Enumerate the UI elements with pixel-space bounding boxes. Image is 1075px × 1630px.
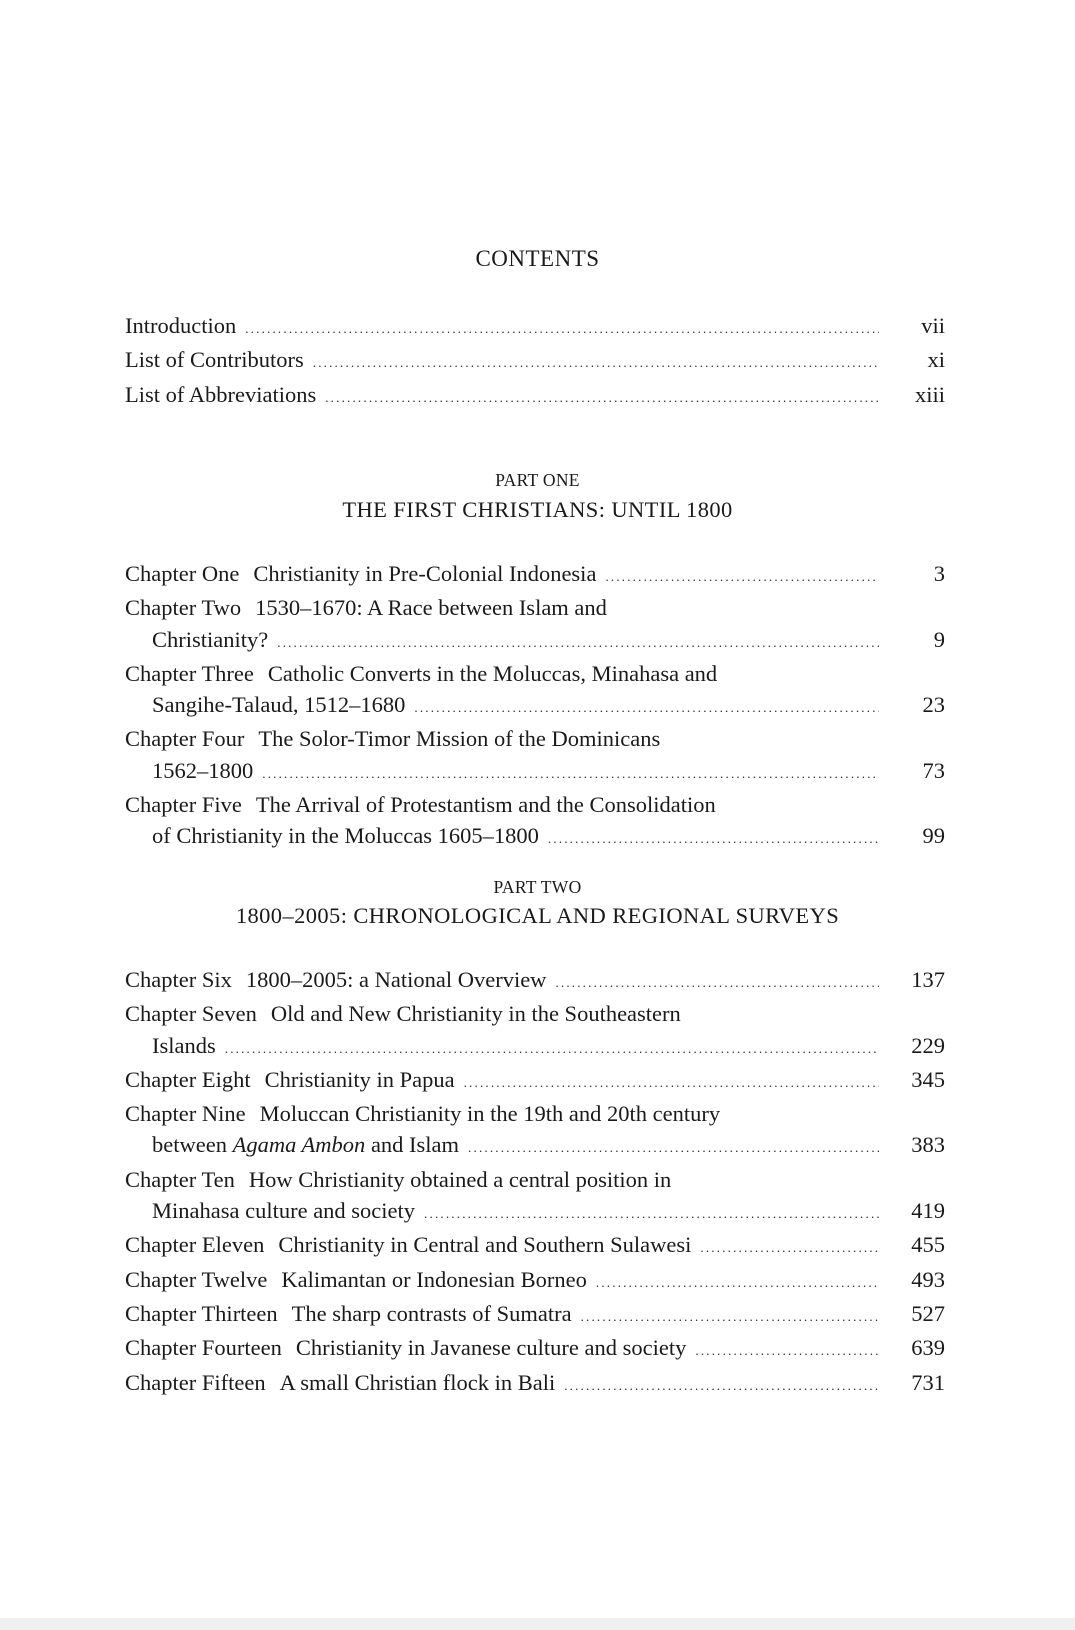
leader-dots <box>325 382 879 413</box>
page-number: vii <box>921 313 945 338</box>
chapter-title: A small Christian flock in Bali <box>279 1369 556 1395</box>
leader-dots <box>277 627 879 658</box>
toc-entry-chapter-eleven <box>125 1229 945 1263</box>
leader-dots <box>564 1370 879 1401</box>
chapter-label: Chapter Two <box>125 595 242 621</box>
leader-dots <box>313 347 879 378</box>
toc-entry-introduction <box>125 310 945 344</box>
chapter-label: Chapter Nine <box>125 1101 246 1127</box>
chapter-label: Chapter Ten <box>125 1166 235 1192</box>
leader-dots <box>414 692 879 723</box>
chapter-label: Chapter Five <box>125 792 242 818</box>
toc-entry-abbreviations <box>125 379 945 413</box>
chapter-title: How Christianity obtained a central position in <box>248 1166 672 1192</box>
toc-entry-chapter-three <box>125 658 945 724</box>
chapter-label: Chapter Fifteen <box>125 1369 266 1395</box>
leader-dots <box>555 967 879 998</box>
leader-dots <box>262 758 879 789</box>
leader-dots <box>245 313 879 344</box>
chapter-title: The sharp contrasts of Sumatra <box>291 1300 572 1326</box>
chapter-title: Old and New Christianity in the Southeastern <box>270 1001 681 1027</box>
leader-dots <box>581 1301 879 1332</box>
contents-heading: CONTENTS <box>475 246 600 271</box>
toc-entry-chapter-six <box>125 964 945 998</box>
chapter-label: Chapter Twelve <box>125 1266 268 1292</box>
chapter-title-continued: Christianity? <box>152 626 269 652</box>
leader-dots <box>225 1033 879 1064</box>
toc-entry-chapter-five <box>125 789 945 855</box>
toc-entry-chapter-fifteen <box>125 1367 945 1401</box>
chapter-title: Christianity in Pre-Colonial Indonesia <box>253 561 597 586</box>
leader-dots <box>468 1132 879 1163</box>
chapter-title-continued: Islands <box>152 1032 216 1058</box>
leader-dots <box>424 1198 879 1229</box>
leader-dots <box>695 1335 879 1366</box>
chapter-label: Chapter One <box>125 561 240 586</box>
chapter-label: Chapter Six <box>125 967 232 992</box>
leader-dots <box>464 1067 879 1098</box>
page-number: 639 <box>911 1335 945 1361</box>
toc-entry-chapter-eight <box>125 1064 945 1098</box>
page-number: xiii <box>914 381 945 407</box>
toc-entry-chapter-ten <box>125 1164 945 1230</box>
page-number: 383 <box>911 1132 945 1158</box>
chapter-label: Chapter Four <box>125 726 245 752</box>
part-one-label: PART ONE <box>495 470 580 490</box>
page-number: 3 <box>933 561 945 586</box>
toc-entry-chapter-two <box>125 592 945 658</box>
chapter-title-continued <box>152 1129 459 1160</box>
page-bottom-edge <box>0 1618 1075 1630</box>
part-one-chapter-list <box>125 558 945 855</box>
chapter-title: 1800–2005: a National Overview <box>245 967 547 992</box>
page-number: xi <box>927 347 945 373</box>
page-number: 731 <box>911 1369 945 1395</box>
page-number: 419 <box>911 1198 945 1224</box>
chapter-title-continued: of Christianity in the Moluccas 1605–1800 <box>152 823 539 849</box>
chapter-title: Christianity in Papua <box>264 1066 455 1092</box>
page-number: 455 <box>911 1232 945 1258</box>
toc-entry-chapter-four <box>125 723 945 789</box>
chapter-title: The Solor-Timor Mission of the Dominicans <box>258 726 661 752</box>
leader-dots <box>548 823 879 854</box>
chapter-label: Chapter Thirteen <box>125 1300 278 1326</box>
entry-title: List of Contributors <box>125 347 304 373</box>
toc-entry-chapter-nine <box>125 1098 945 1164</box>
chapter-label: Chapter Three <box>125 660 254 686</box>
part-two-chapter-list <box>125 964 945 1401</box>
page-number: 99 <box>922 823 945 849</box>
page-number: 137 <box>911 967 945 992</box>
chapter-title: Christianity in Central and Southern Sulawesi <box>278 1232 692 1258</box>
chapter-title: Kalimantan or Indonesian Borneo <box>281 1266 587 1292</box>
chapter-title: The Arrival of Protestantism and the Consolidation <box>255 792 716 818</box>
chapter-title-continued: Minahasa culture and society <box>152 1198 416 1224</box>
toc-entry-contributors <box>125 344 945 378</box>
part-one-title: THE FIRST CHRISTIANS: UNTIL 1800 <box>342 497 733 522</box>
page-number: 493 <box>911 1266 945 1292</box>
page-number: 73 <box>922 757 945 783</box>
leader-dots <box>700 1232 879 1263</box>
part-two-title: 1800–2005: CHRONOLOGICAL AND REGIONAL SURVEYS <box>235 903 840 928</box>
toc-entry-chapter-one <box>125 558 945 592</box>
entry-title: List of Abbreviations <box>125 381 317 407</box>
chapter-label: Chapter Eleven <box>125 1232 265 1258</box>
page-number: 9 <box>933 626 945 652</box>
toc-entry-chapter-twelve <box>125 1264 945 1298</box>
entry-title: Introduction <box>125 313 237 338</box>
chapter-title-continued: Sangihe-Talaud, 1512–1680 <box>152 692 406 718</box>
part-two-label: PART TWO <box>493 877 582 897</box>
leader-dots <box>596 1267 879 1298</box>
chapter-label: Chapter Fourteen <box>125 1335 282 1361</box>
page-number: 527 <box>911 1300 945 1326</box>
title-text-after: and Islam <box>365 1132 460 1158</box>
title-text-before: between <box>152 1132 233 1158</box>
toc-entry-chapter-thirteen <box>125 1298 945 1332</box>
title-italic-term: Agama Ambon <box>232 1132 366 1158</box>
front-matter-list <box>125 310 945 413</box>
chapter-title: Catholic Converts in the Moluccas, Minahasa and <box>267 660 718 686</box>
chapter-title-continued: 1562–1800 <box>152 757 254 783</box>
chapter-title: 1530–1670: A Race between Islam and <box>255 595 607 621</box>
chapter-label: Chapter Seven <box>125 1001 257 1027</box>
page-number: 23 <box>922 692 945 718</box>
leader-dots <box>605 561 879 592</box>
chapter-title: Christianity in Javanese culture and society <box>295 1335 687 1361</box>
chapter-label: Chapter Eight <box>125 1066 251 1092</box>
page-number: 229 <box>911 1032 945 1058</box>
page-number: 345 <box>911 1066 945 1092</box>
toc-entry-chapter-fourteen <box>125 1332 945 1366</box>
chapter-title: Moluccan Christianity in the 19th and 20th century <box>259 1101 721 1127</box>
toc-entry-chapter-seven <box>125 998 945 1064</box>
